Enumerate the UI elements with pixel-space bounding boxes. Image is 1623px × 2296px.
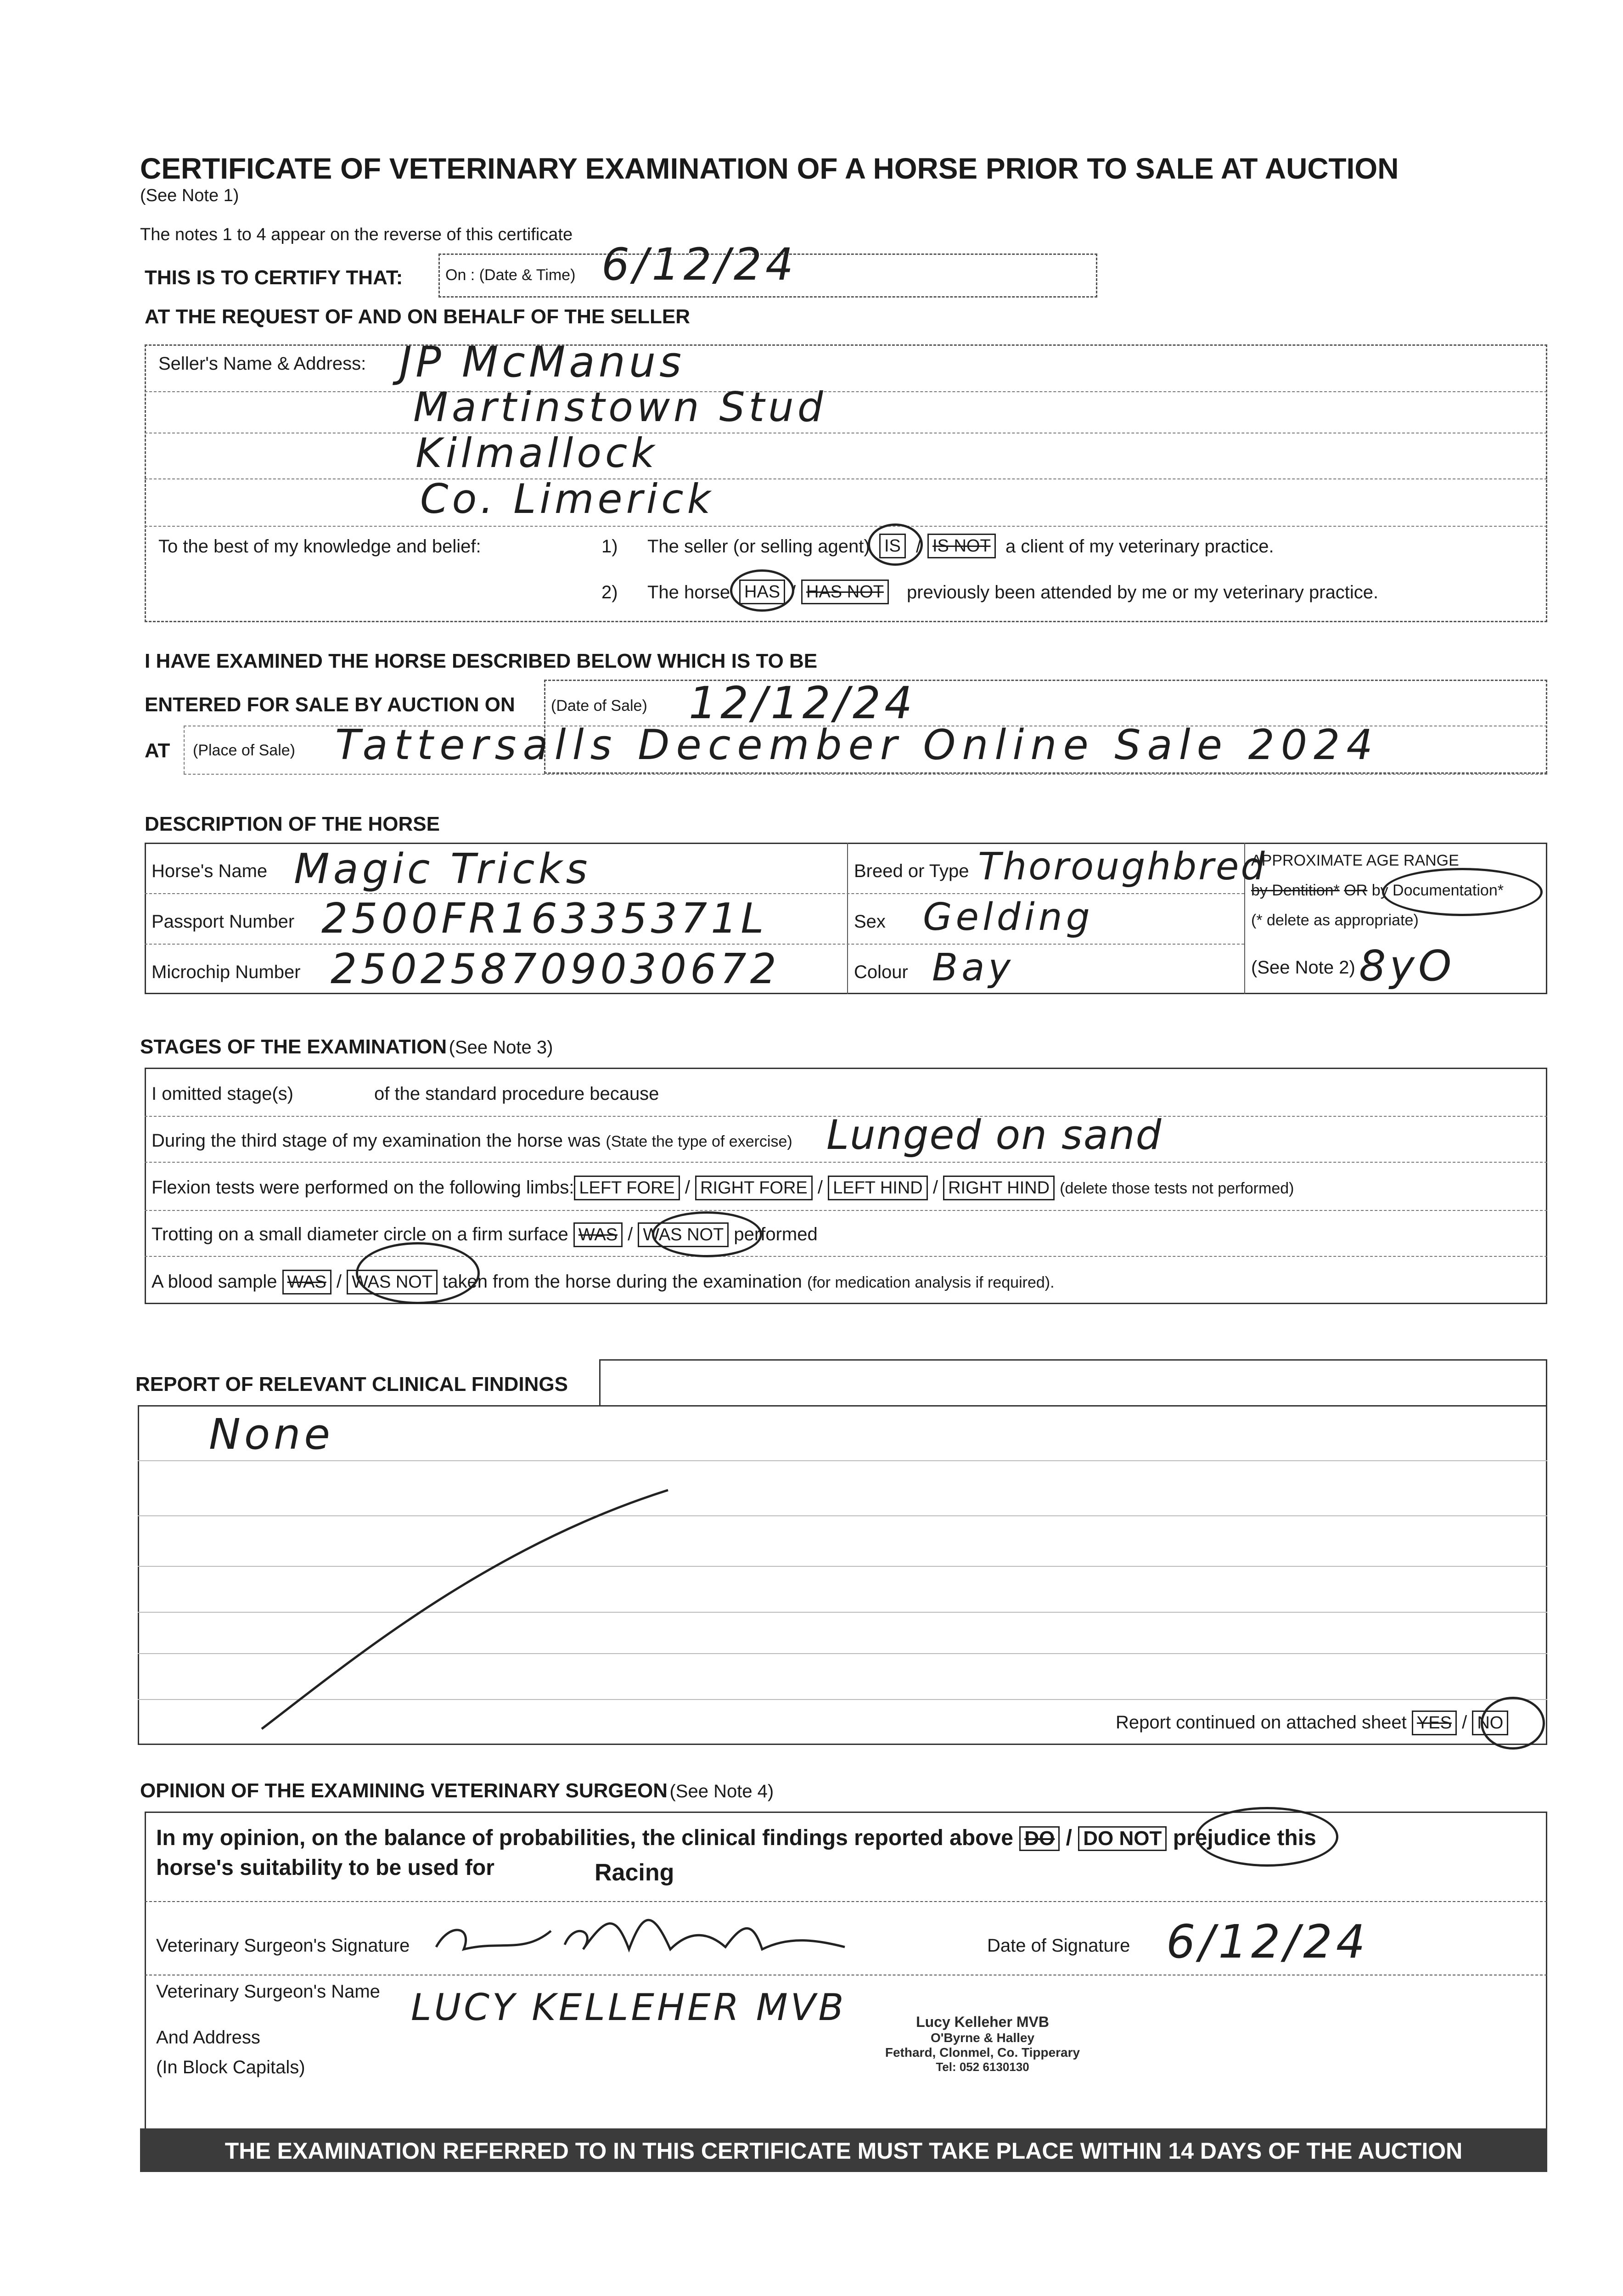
age-range-label: APPROXIMATE AGE RANGE [1251,852,1459,869]
report-continued-row: Report continued on attached sheet YES / NO [1116,1711,1508,1735]
surgeon-name-value[interactable]: LUCY KELLEHER MVB [411,1986,847,2029]
signature-date-label: Date of Signature [987,1936,1130,1956]
passport-value[interactable]: 2500FR16335371L [321,895,768,943]
stamp-line-1: Lucy Kelleher MVB [916,2014,1049,2030]
stages-heading: STAGES OF THE EXAMINATION [140,1035,447,1058]
surgeon-name-label: Veterinary Surgeon's Name [156,1981,380,2002]
opinion-do-not[interactable]: DO NOT [1078,1826,1167,1851]
age-delete-note: (* delete as appropriate) [1251,912,1419,929]
notes-line: The notes 1 to 4 appear on the reverse of this certificate [140,225,573,244]
horse-name-value[interactable]: Magic Tricks [294,845,591,893]
item1-num: 1) [601,536,618,557]
certify-label: THIS IS TO CERTIFY THAT: [145,266,403,289]
age-or: OR [1344,882,1368,899]
stamp-line-3: Fethard, Clonmel, Co. Tipperary [885,2045,1080,2060]
opinion-use-value[interactable]: Racing [595,1859,674,1886]
report-yes[interactable]: YES [1412,1711,1457,1735]
date-of-sale-label: (Date of Sale) [551,697,647,715]
age-see-note: (See Note 2) [1251,957,1355,978]
breed-label: Breed or Type [854,861,969,881]
request-heading: AT THE REQUEST OF AND ON BEHALF OF THE SELLER [145,305,690,328]
option-separator: / [916,536,921,557]
stages-heading-note: (See Note 3) [449,1037,553,1058]
breed-value[interactable]: Thoroughbred [978,845,1267,889]
third-stage-text: During the third stage of my examination the horse was [152,1131,601,1151]
passport-label: Passport Number [152,912,295,932]
omitted-label-b: of the standard procedure because [374,1084,659,1104]
knowledge-label: To the best of my knowledge and belief: [158,536,481,557]
microchip-label: Microchip Number [152,962,301,982]
age-by-documentation[interactable]: by Documentation* [1371,882,1504,899]
circle-documentation [1382,868,1543,916]
opinion-text-a: In my opinion, on the balance of probabilities, the clinical findings reported above [156,1826,1013,1850]
item2-num: 2) [601,582,618,602]
address-label-2: (In Block Capitals) [156,2057,305,2077]
sex-label: Sex [854,912,886,932]
report-strike-line [257,1479,680,1736]
date-time-label: On : (Date & Time) [445,266,576,284]
circle-do-not [1196,1807,1338,1867]
item1-post: a client of my veterinary practice. [1005,536,1274,557]
age-value[interactable]: 8yO [1359,941,1455,990]
description-heading: DESCRIPTION OF THE HORSE [145,813,440,835]
examined-line-1: I HAVE EXAMINED THE HORSE DESCRIBED BELOW WHICH IS TO BE [145,650,818,672]
item1-pre: The seller (or selling agent) [647,536,870,557]
signature-date-value[interactable]: 6/12/24 [1166,1915,1369,1969]
opinion-heading-note: (See Note 4) [669,1781,774,1801]
stamp-line-2: O'Byrne & Halley [930,2031,1035,2045]
circle-blood-was-not [356,1242,480,1304]
flexion-row: Flexion tests were performed on the following limbs: LEFT FORE / RIGHT FORE / LEFT HIND / RIGHT HIND (delete those tests not performed) [152,1176,1294,1200]
opinion-heading-row [140,1779,774,1802]
report-heading-box [599,1359,1547,1407]
exam-date-value[interactable]: 6/12/24 [601,239,797,290]
opinion-text-c: horse's suitability to be used for [156,1856,494,1880]
circle-report-no [1481,1697,1545,1750]
blood-note: (for medication analysis if required). [807,1274,1055,1291]
seller-line-2[interactable]: Martinstown Stud [413,383,827,431]
limb-right-fore[interactable]: RIGHT FORE [695,1176,813,1200]
item2-post: previously been attended by me or my veterinary practice. [907,582,1379,602]
option-has-not[interactable]: HAS NOT [801,580,889,604]
report-value[interactable]: None [209,1410,334,1459]
item2-pre: The horse [647,582,730,602]
option-is-not[interactable]: IS NOT [927,534,996,558]
third-stage-label [152,1131,792,1151]
opinion-heading: OPINION OF THE EXAMINING VETERINARY SURGEON [140,1779,668,1802]
see-note-1: (See Note 1) [140,186,239,205]
age-by-dentition[interactable]: by Dentition* [1251,882,1340,899]
option-has[interactable]: HAS [739,580,785,604]
footer-text: THE EXAMINATION REFERRED TO IN THIS CERTIFICATE MUST TAKE PLACE WITHIN 14 DAYS OF THE AUCTION [225,2138,1463,2164]
at-label: AT [145,739,170,762]
flexion-note: (delete those tests not performed) [1060,1180,1294,1197]
trot-row: Trotting on a small diameter circle on a firm surface WAS / WAS NOT performed [152,1222,818,1247]
blood-post: taken from the horse during the examination [443,1272,802,1292]
trot-label: Trotting on a small diameter circle on a firm surface [152,1224,568,1244]
trot-was-not[interactable]: WAS NOT [638,1222,729,1247]
place-of-sale-label: (Place of Sale) [193,742,295,759]
blood-was-not[interactable]: WAS NOT [347,1270,438,1294]
opinion-do[interactable]: DO [1019,1826,1060,1851]
signature-value: L Kelleher [432,1897,465,1905]
signature-label: Veterinary Surgeon's Signature [156,1936,410,1956]
address-label-1: And Address [156,2027,260,2048]
report-continued-label: Report continued on attached sheet [1116,1712,1407,1733]
place-of-sale-value[interactable]: Tattersalls December Online Sale 2024 [335,721,1379,769]
option-is[interactable]: IS [879,534,906,558]
circle-trot-was-not [652,1211,762,1257]
option-separator-2: / [791,582,796,602]
blood-label: A blood sample [152,1272,277,1292]
circle-has [730,569,794,612]
opinion-line-2 [156,1855,494,1880]
report-heading: REPORT OF RELEVANT CLINICAL FINDINGS [135,1373,568,1396]
colour-value[interactable]: Bay [932,946,1015,990]
report-no[interactable]: NO [1472,1711,1508,1735]
trot-post: performed [734,1224,818,1244]
limb-right-hind[interactable]: RIGHT HIND [943,1176,1055,1200]
trot-was[interactable]: WAS [573,1222,623,1247]
limb-left-fore[interactable]: LEFT FORE [574,1176,680,1200]
blood-was[interactable]: WAS [282,1270,331,1294]
blood-row: A blood sample WAS / WAS NOT taken from the horse during the examination (for medication analysis if required). [152,1270,1055,1294]
seller-line-4[interactable]: Co. Limerick [420,475,714,523]
limb-left-hind[interactable]: LEFT HIND [828,1176,928,1200]
opinion-text-b: prejudice this [1173,1826,1316,1850]
third-stage-value[interactable]: Lunged on sand [826,1111,1162,1159]
microchip-value[interactable]: 250258709030672 [331,945,780,993]
signature-mark [432,1897,900,1968]
certificate-title: CERTIFICATE OF VETERINARY EXAMINATION OF A HORSE PRIOR TO SALE AT AUCTION [140,152,1399,185]
seller-line-1[interactable]: JP McManus [399,338,685,387]
practice-stamp [872,2014,1093,2074]
date-of-sale-value[interactable]: 12/12/24 [689,677,916,729]
stamp-line-4: Tel: 052 6130130 [936,2060,1029,2074]
omitted-label-a: I omitted stage(s) [152,1084,294,1104]
stages-heading-row [140,1035,553,1058]
opinion-line-1: In my opinion, on the balance of probabilities, the clinical findings reported above DO / DO NOT prejudice this [156,1826,1316,1850]
circle-is [868,523,923,566]
examined-line-2: ENTERED FOR SALE BY AUCTION ON [145,693,515,716]
seller-label: Seller's Name & Address: [158,354,366,374]
horse-name-label: Horse's Name [152,861,268,881]
third-stage-note: (State the type of exercise) [606,1133,792,1150]
sex-value[interactable]: Gelding [923,895,1094,939]
seller-line-3[interactable]: Kilmallock [416,429,658,477]
colour-label: Colour [854,962,908,982]
flexion-label: Flexion tests were performed on the following limbs: [152,1177,574,1198]
